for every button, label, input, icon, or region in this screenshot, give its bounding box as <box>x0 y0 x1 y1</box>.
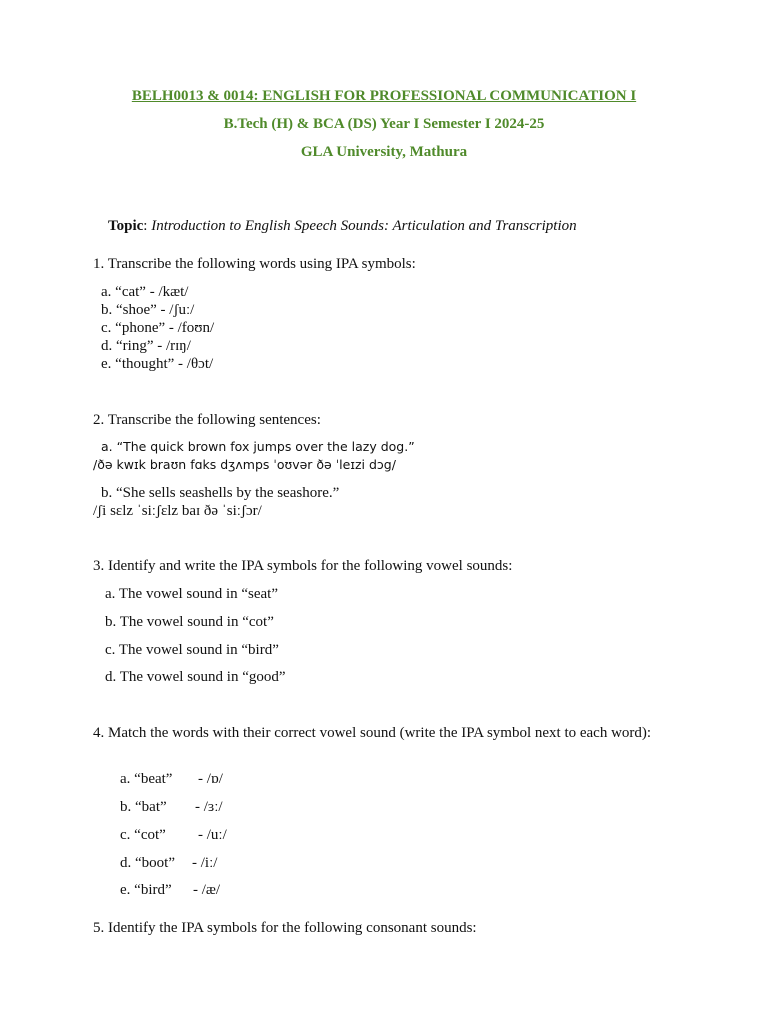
q2-ipa-b: /ʃi sɛlz ˈsiːʃɛlz baɪ ðə ˈsiːʃɔr/ <box>93 503 262 519</box>
q5-title: 5. Identify the IPA symbols for the following consonant sounds: <box>93 920 477 936</box>
q3-item: b. The vowel sound in “cot” <box>105 614 274 630</box>
q4-ipa: - /ɒ/ <box>198 771 223 787</box>
q1-item: e. “thought” - /θɔt/ <box>101 356 214 372</box>
course-title: BELH0013 & 0014: ENGLISH FOR PROFESSIONAL COMMUNICATION I <box>131 88 637 104</box>
q4-word: b. “bat” <box>120 799 167 815</box>
q4-ipa: - /ɜː/ <box>195 799 223 815</box>
q2-ipa-a: /ðə kwɪk braʊn fɑks dʒʌmps ˈoʊvər ðə ˈleɪzi dɔg/ <box>93 457 396 472</box>
q3-item: a. The vowel sound in “seat” <box>105 586 279 602</box>
program-line: B.Tech (H) & BCA (DS) Year I Semester I 2024-25 <box>223 116 545 132</box>
q3-item: d. The vowel sound in “good” <box>105 669 286 685</box>
topic-line <box>93 199 577 253</box>
q4-word: c. “cot” <box>120 827 166 843</box>
q4-word: e. “bird” <box>120 882 172 898</box>
q2-title: 2. Transcribe the following sentences: <box>93 412 321 428</box>
q1-item: c. “phone” - /foʊn/ <box>101 320 215 336</box>
q1-item: b. “shoe” - /ʃuː/ <box>101 302 195 318</box>
q4-title: 4. Match the words with their correct vowel sound (write the IPA symbol next to each word): <box>93 725 652 741</box>
topic-separator: : <box>143 218 148 234</box>
q1-title: 1. Transcribe the following words using IPA symbols: <box>93 256 416 272</box>
q3-item: c. The vowel sound in “bird” <box>105 642 279 658</box>
university-line: GLA University, Mathura <box>300 144 468 160</box>
topic-label: Topic <box>108 218 144 234</box>
q4-ipa: - /uː/ <box>198 827 227 843</box>
q1-item: d. “ring” - /rɪŋ/ <box>101 338 191 354</box>
q4-ipa: - /iː/ <box>192 855 218 871</box>
q4-row <box>105 863 220 917</box>
topic-text: Introduction to English Speech Sounds: Articulation and Transcription <box>151 218 577 234</box>
q4-word: d. “boot” <box>120 855 175 871</box>
q1-item: a. “cat” - /kæt/ <box>101 284 189 300</box>
q4-word: a. “beat” <box>120 771 173 787</box>
q4-ipa: - /æ/ <box>193 882 221 898</box>
q2-sentence-b: b. “She sells seashells by the seashore.” <box>101 485 340 501</box>
q2-sentence-a: a. “The quick brown fox jumps over the lazy dog.” <box>101 439 415 454</box>
q3-title: 3. Identify and write the IPA symbols for the following vowel sounds: <box>93 558 513 574</box>
